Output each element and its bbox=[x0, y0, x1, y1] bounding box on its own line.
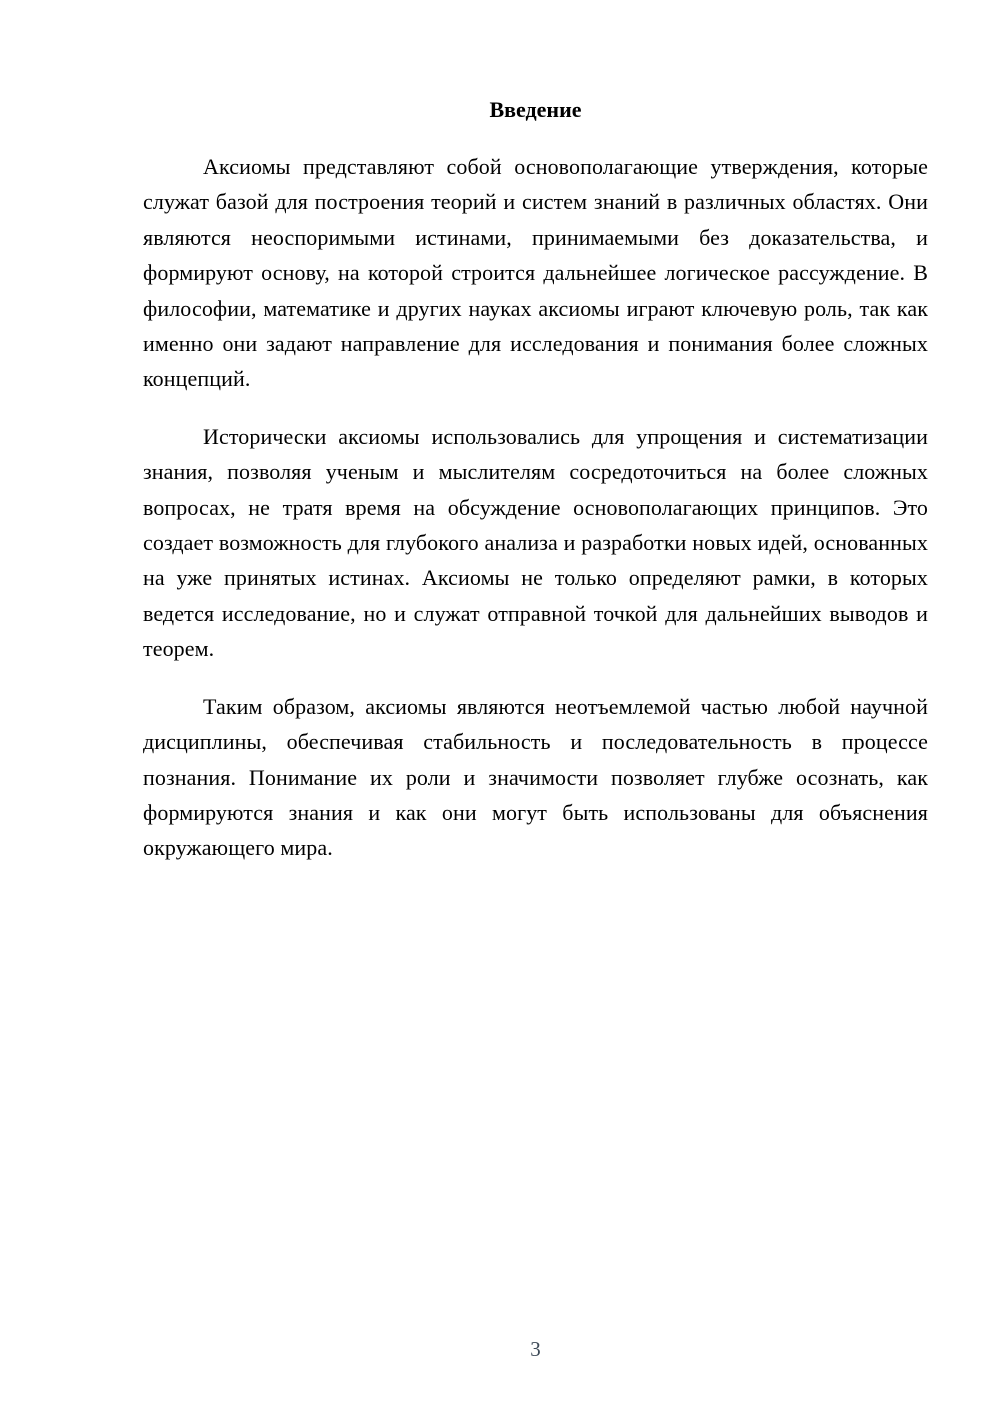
page-number: 3 bbox=[530, 1337, 541, 1361]
paragraph-conclusion-axioms: Таким образом, аксиомы являются неотъемлемой частью любой научной дисциплины, обеспечивая стабильность и последовательность в процессе познания. Понимание их роли и значимости позволяет глубже осознать, как формируются знания и как они могут быть использованы для объяснения окружающего мира. bbox=[143, 693, 928, 861]
paragraph-history-axioms: Исторически аксиомы использовались для упрощения и систематизации знания, позволяя ученым и мыслителям сосредоточиться на более сложных вопросах, не тратя время на обсуждение основополагающих принципов. Это создает возможность для глубокого анализа и разработки новых идей, основанных на уже принятых истинах. Аксиомы не только определяют рамки, в которых ведется исследование, но и служат отправной точкой для дальнейших выводов и теорем. bbox=[143, 423, 928, 662]
section-title: Введение bbox=[489, 97, 582, 122]
paragraph-intro-axioms: Аксиомы представляют собой основополагающие утверждения, которые служат базой для построения теорий и систем знаний в различных областях. Они являются неоспоримыми истинами, принимаемыми без доказательства, и формируют основу, на которой строится дальнейшее логическое рассуждение. В философии, математике и других науках аксиомы играют ключевую роль, так как именно они задают направление для исследования и понимания более сложных концепций. bbox=[143, 154, 928, 392]
